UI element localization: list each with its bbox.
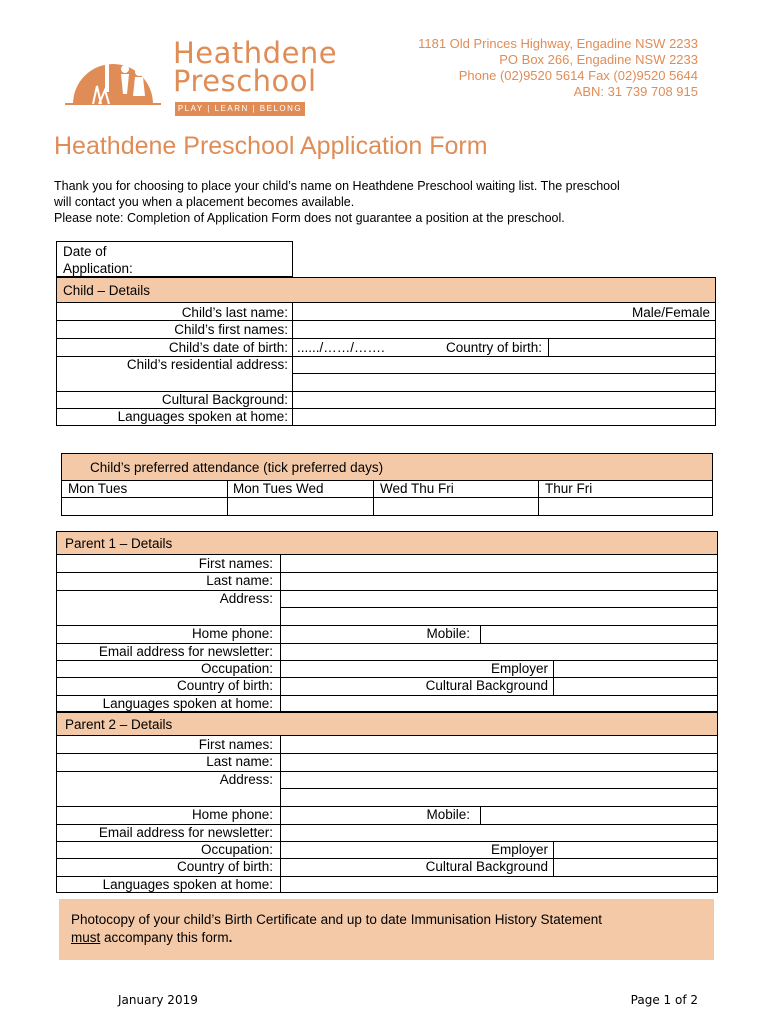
child-first-names-label: Child’s first names: xyxy=(174,322,288,337)
address-line: ABN: 31 739 708 915 xyxy=(573,84,698,99)
dob-placeholder[interactable]: ....../……/……. xyxy=(297,340,385,355)
parent1-home-phone-label: Home phone: xyxy=(191,626,273,641)
parent1-employer-label: Employer xyxy=(490,661,548,676)
date-label-line2: Application: xyxy=(63,261,133,276)
divider xyxy=(280,554,281,712)
parent2-table xyxy=(56,735,718,893)
section-title: Child’s preferred attendance (tick preferred days) xyxy=(90,460,384,475)
parent1-mobile-label: Mobile: xyxy=(426,626,470,641)
address-line: Phone (02)9520 5614 Fax (02)9520 5644 xyxy=(458,68,698,83)
attendance-option[interactable]: Wed Thu Fri xyxy=(380,481,454,496)
parent2-first-names-label: First names: xyxy=(198,737,273,752)
child-languages-label: Languages spoken at home: xyxy=(117,409,288,424)
parent1-email-label: Email address for newsletter: xyxy=(98,644,273,659)
address-line: PO Box 266, Engadine NSW 2233 xyxy=(499,52,698,67)
divider xyxy=(548,338,549,356)
divider xyxy=(480,806,481,824)
address-line: 1181 Old Princes Highway, Engadine NSW 2233 xyxy=(418,36,698,51)
divider xyxy=(373,480,374,516)
divider xyxy=(480,625,481,643)
section-title: Parent 1 – Details xyxy=(65,536,173,551)
intro-line: Please note: Completion of Application Form does not guarantee a position at the preschool. xyxy=(54,211,565,225)
logo-tagline: PLAY | LEARN | BELONG xyxy=(175,102,305,116)
divider xyxy=(56,320,716,321)
preschool-address xyxy=(418,36,698,100)
child-details-header xyxy=(56,277,716,303)
divider xyxy=(280,607,718,608)
footer-page-number: Page 1 of 2 xyxy=(630,993,698,1007)
section-title: Parent 2 – Details xyxy=(65,717,173,732)
divider xyxy=(56,590,718,591)
child-cultural-label: Cultural Background: xyxy=(161,392,288,407)
parent2-languages-label: Languages spoken at home: xyxy=(102,877,273,892)
parent2-header xyxy=(56,712,718,736)
logo-sun-children-icon xyxy=(55,24,170,114)
divider xyxy=(56,771,718,772)
attendance-option[interactable]: Mon Tues xyxy=(68,481,128,496)
intro-line: Thank you for choosing to place your child’s name on Heathdene Preschool waiting list. The preschool xyxy=(54,179,620,193)
preschool-logo xyxy=(55,24,338,114)
divider xyxy=(56,338,716,339)
divider xyxy=(292,373,716,374)
divider xyxy=(553,660,554,695)
divider xyxy=(56,660,718,661)
attendance-option[interactable]: Mon Tues Wed xyxy=(233,481,324,496)
child-dob-label: Child’s date of birth: xyxy=(168,340,288,355)
parent1-table xyxy=(56,554,718,712)
section-title: Child – Details xyxy=(63,283,151,298)
parent2-cultural-label: Cultural Background xyxy=(425,859,548,874)
divider xyxy=(56,572,718,573)
documents-notice xyxy=(59,899,714,960)
parent2-address-label: Address: xyxy=(219,772,273,787)
parent2-occupation-label: Occupation: xyxy=(200,842,273,857)
divider xyxy=(56,677,718,678)
child-country-label: Country of birth: xyxy=(445,340,542,355)
parent2-home-phone-label: Home phone: xyxy=(191,807,273,822)
parent1-cultural-label: Cultural Background xyxy=(425,678,548,693)
divider xyxy=(553,841,554,876)
parent1-address-label: Address: xyxy=(219,591,273,606)
parent1-country-label: Country of birth: xyxy=(176,678,273,693)
parent1-languages-label: Languages spoken at home: xyxy=(102,696,273,711)
parent2-employer-label: Employer xyxy=(490,842,548,857)
divider xyxy=(56,806,718,807)
notice-period: . xyxy=(228,930,233,945)
gender-label: Male/Female xyxy=(631,305,710,320)
divider xyxy=(56,841,718,842)
date-of-application-label-cell xyxy=(56,241,293,277)
parent1-header xyxy=(56,531,718,555)
parent1-first-names-label: First names: xyxy=(198,556,273,571)
parent1-last-name-label: Last name: xyxy=(206,573,273,588)
parent2-mobile-label: Mobile: xyxy=(426,807,470,822)
divider xyxy=(56,753,718,754)
divider xyxy=(280,788,718,789)
intro-line: will contact you when a placement becomes available. xyxy=(54,195,355,209)
logo-name-line2: Preschool xyxy=(173,64,317,98)
notice-text xyxy=(71,911,602,947)
attendance-header xyxy=(61,453,713,481)
parent2-email-label: Email address for newsletter: xyxy=(98,825,273,840)
logo-name-line1: Heathdene xyxy=(173,36,338,70)
parent2-country-label: Country of birth: xyxy=(176,859,273,874)
divider xyxy=(56,858,718,859)
footer-date: January 2019 xyxy=(118,993,198,1007)
page-title: Heathdene Preschool Application Form xyxy=(54,132,488,160)
divider xyxy=(56,625,718,626)
date-label-line1: Date of xyxy=(63,244,107,259)
notice-must: must xyxy=(71,930,101,945)
parent2-last-name-label: Last name: xyxy=(206,754,273,769)
child-last-name-label: Child’s last name: xyxy=(181,305,288,320)
intro-text xyxy=(54,178,714,226)
notice-line2: accompany this form xyxy=(100,930,229,945)
parent1-occupation-label: Occupation: xyxy=(200,661,273,676)
divider xyxy=(280,735,281,893)
child-address-label: Child’s residential address: xyxy=(126,357,288,372)
divider xyxy=(227,480,228,516)
divider xyxy=(538,480,539,516)
attendance-option[interactable]: Thur Fri xyxy=(545,481,593,496)
divider xyxy=(56,391,716,392)
divider xyxy=(61,497,713,498)
notice-line1: Photocopy of your child’s Birth Certificate and up to date Immunisation History Statement xyxy=(71,912,603,927)
